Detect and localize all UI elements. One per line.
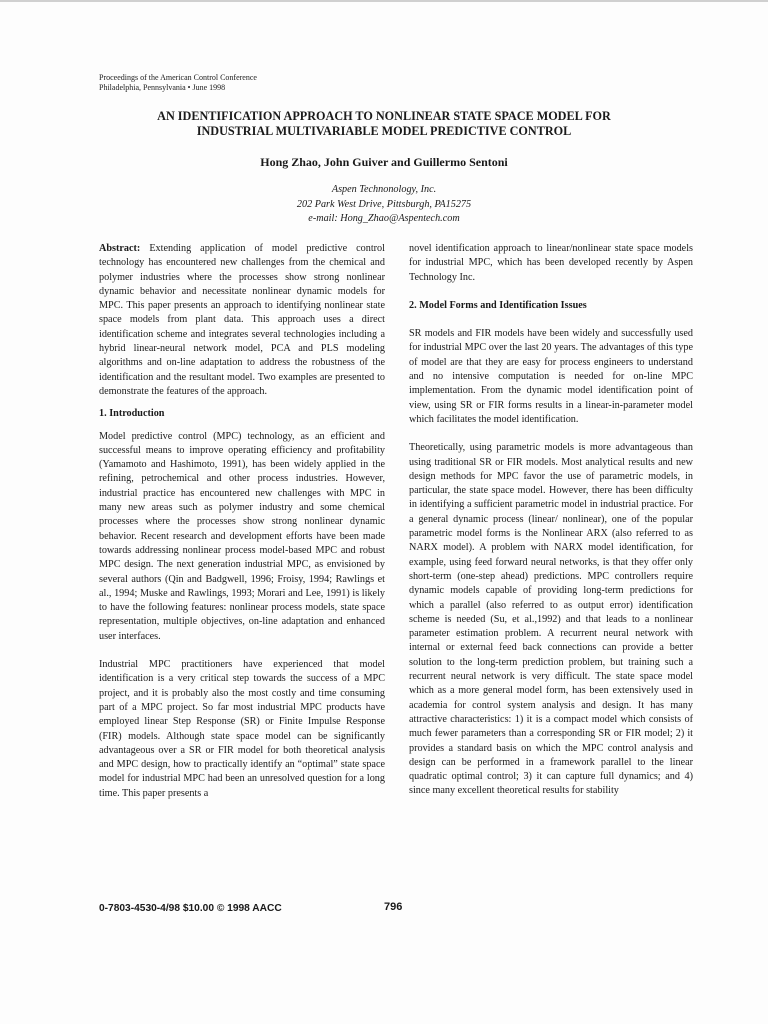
left-column — [99, 242, 385, 801]
intro-paragraph-2: Industrial MPC practitioners have experienced that model identification is a very critical step towards the success of a MPC project, and it is probably also the most costly and time consuming part of a MPC project. So far most industrial MPC products have employed linear Step Response (SR) or Finite Impulse Response (FIR) models. Although state space model can be significantly advantageous over a SR or FIR model for both theoretical analysis and MPC design, how to practically identify an “optimal” state space model for industrial MPC had been an unresolved question for a long time. This paper presents a — [99, 659, 385, 799]
paper-title — [80, 109, 688, 139]
intro-paragraph-3: novel identification approach to linear/nonlinear state space models for industrial MPC, which has been developed recently by Aspen Technology Inc. — [409, 243, 693, 283]
title-line-2: INDUSTRIAL MULTIVARIABLE MODEL PREDICTIVE CONTROL — [196, 124, 572, 138]
location-line: Philadelphia, Pennsylvania • June 1998 — [99, 83, 226, 92]
affiliation — [80, 183, 688, 227]
address: 202 Park West Drive, Pittsburgh, PA15275 — [296, 198, 472, 210]
page-number: 796 — [384, 901, 403, 913]
abstract-text: Extending application of model predictive control technology has encountered new challenges from the chemical and polymer industries where the processes show strong nonlinear dynamic behavior and necessitate nonlinear dynamic models for MPC. This paper presents an approach to identifying nonlinear state space models from plant data. This approach uses a direct identification scheme and integrates several technologies including a hybrid linear-neural network model, PCA and PLS modeling algorithms and on-line adaptation to address the robustness of the identification and the resultant model. Two examples are presented to demonstrate the features of the approach. — [99, 243, 385, 397]
section2-paragraph-2: Theoretically, using parametric models is more advantageous than using traditional SR or FIR models. Most analytical results and new design methods for MPC favor the use of parametric models, in particular, the state space model. However, there has been difficulty in identifying a sufficient parametric model in industrial practice. For a general dynamic process (linear/ nonlinear), one of the popular parametric model forms is the Nonlinear ARX (also referred to as NARX model). A problem with NARX model identification, for example, using feed forward neural networks, is that they offer only short-term (one-step ahead) predictions. MPC controllers require dynamic models capable of providing long-term predictions for which a parallel (also referred to as output error) identification scheme is needed (Su, et al.,1992) and that leads to a nonlinear parameter estimation problem. A recurrent neural network with internal or external feed back connections can provide a better solution to the long-term prediction problem, but training such a recurrent neural network is very difficult. The state space model which as a more general model form, has been extensively used in academia for control system analysis and design. It has many attractive characteristics: 1) it is a compact model which consists of much fewer parameters than a corresponding SR or FIR model; 2) it provides a standard basis on which the MPC control analysis and design can be performed in a framework parallel to the linear quadratic optimal control; 3) it can capture full dynamics; and 4) since many excellent theoretical results for stability — [409, 442, 693, 797]
organization: Aspen Technonology, Inc. — [331, 184, 437, 195]
authors: Hong Zhao, John Guiver and Guillermo Sentoni — [260, 155, 508, 169]
right-column — [409, 242, 693, 799]
proceedings-header — [99, 73, 257, 93]
copyright-footer: 0-7803-4530-4/98 $10.00 © 1998 AACC — [99, 903, 282, 914]
email: e-mail: Hong_Zhao@Aspentech.com — [308, 213, 460, 224]
title-line-1: AN IDENTIFICATION APPROACH TO NONLINEAR STATE SPACE MODEL FOR — [157, 109, 611, 123]
abstract-label: Abstract: — [99, 243, 141, 254]
section-heading-model-forms: 2. Model Forms and Identification Issues — [409, 299, 587, 311]
scan-border — [0, 0, 768, 2]
section-heading-introduction: 1. Introduction — [99, 408, 165, 420]
abstract — [99, 242, 385, 399]
intro-paragraph-1: Model predictive control (MPC) technology, as an efficient and successful means to improve operating efficiency and profitability (Yamamoto and Hashimoto, 1991), has been widely applied in the refining, petrochemical and other process industries. However, industrial practice has encountered new challenges with MPC in many new areas such as polymer industry and some chemical processes where the processes show strong nonlinear dynamic behavior. Recent research and development efforts have been made towards addressing nonlinear process model-based MPC and robust MPC design. The next generation industrial MPC, as envisioned by several authors (Qin and Badgwell, 1996; Froisy, 1994; Rawlings et al., 1994; Muske and Rawlings, 1993; Morari and Lee, 1991) is likely to have the following features: nonlinear process models, state space representation, multiple objectives, on-line adaptation and enhanced user interfaces. — [99, 430, 385, 642]
section2-paragraph-1: SR models and FIR models have been widely and successfully used for industrial MPC over the last 20 years. The advantages of this type of model are that they are easy for process engineers to understand and no intensive computation is needed for on-line MPC implementation. From the dynamic model identification point of view, using SR or FIR forms results in a linear-in-parameter model which facilitates the model identification. — [409, 328, 693, 425]
proceedings-line: Proceedings of the American Control Conference — [99, 73, 257, 82]
